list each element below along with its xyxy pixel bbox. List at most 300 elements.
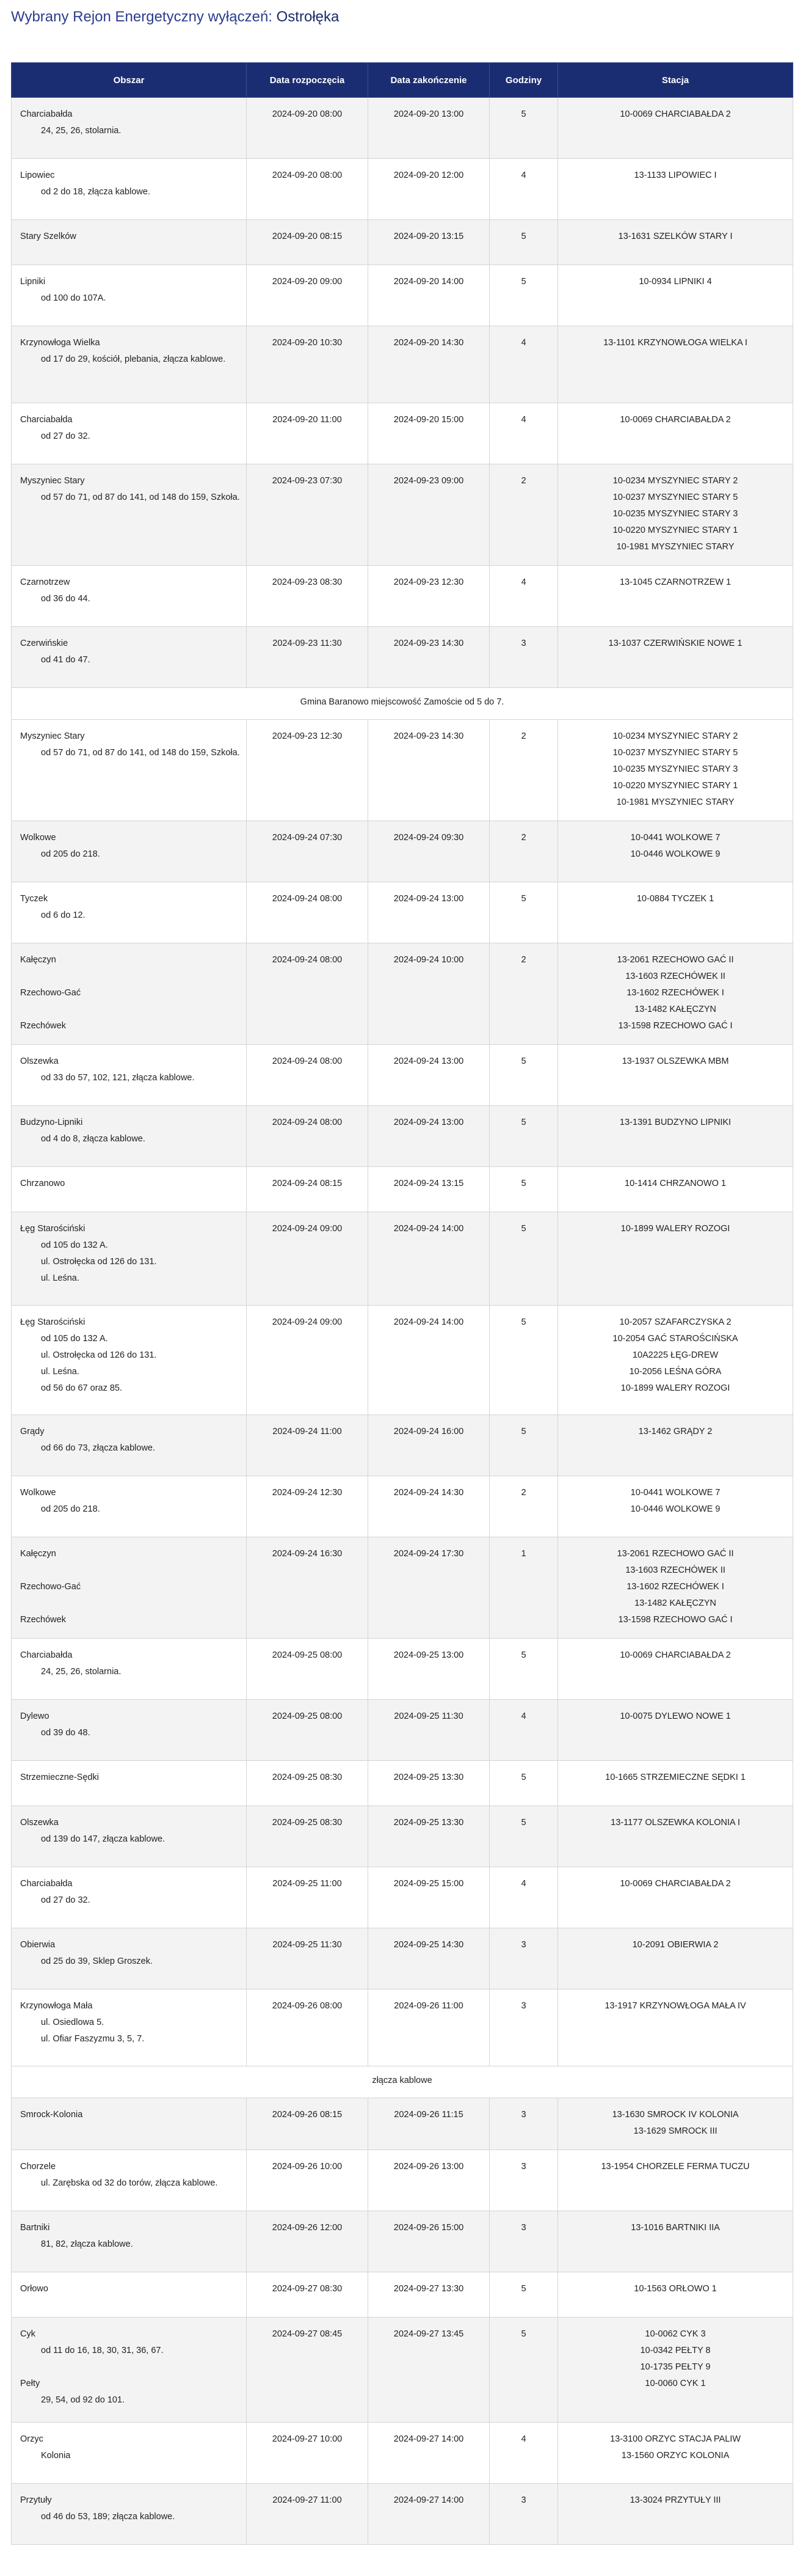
start-date-cell: 2024-09-24 08:15 — [247, 1167, 368, 1212]
area-name: Charciabałda — [20, 1650, 73, 1660]
station-name: 10-0441 WOLKOWE 7 — [630, 1488, 721, 1498]
station-name: 13-1133 LIPOWIEC I — [634, 170, 717, 180]
table-row — [12, 1212, 793, 1306]
end-date-cell: 2024-09-23 14:30 — [368, 627, 490, 688]
hours-cell: 4 — [490, 1700, 558, 1761]
area-cell — [12, 1212, 247, 1306]
area-cell — [12, 2484, 247, 2545]
area-name: Bartniki — [20, 2223, 50, 2233]
start-date-cell: 2024-09-24 08:00 — [247, 943, 368, 1045]
end-date-cell: 2024-09-24 14:00 — [368, 1212, 490, 1306]
station-name: 13-1954 CHORZELE FERMA TUCZU — [601, 2162, 750, 2172]
station-name: 13-1598 RZECHOWO GAĆ I — [618, 1615, 733, 1625]
station-name: 13-1598 RZECHOWO GAĆ I — [618, 1021, 733, 1031]
station-name: 10-1735 PEŁTY 9 — [640, 2362, 711, 2372]
table-row — [12, 326, 793, 403]
area-name: Czarnotrzew — [20, 577, 70, 587]
end-date-cell: 2024-09-25 13:00 — [368, 1639, 490, 1700]
station-cell — [558, 943, 793, 1045]
area-name: Charciabałda — [20, 109, 73, 119]
area-name: Rzechowo-Gać — [20, 988, 81, 998]
end-date-cell: 2024-09-25 15:00 — [368, 1867, 490, 1928]
table-row — [12, 720, 793, 821]
area-detail: od 6 do 12. — [41, 910, 85, 920]
end-date-cell: 2024-09-24 16:00 — [368, 1415, 490, 1476]
area-cell — [12, 2211, 247, 2272]
area-detail: od 100 do 107A. — [41, 293, 106, 303]
area-cell — [12, 1928, 247, 1989]
start-date-cell: 2024-09-27 08:45 — [247, 2318, 368, 2423]
start-date-cell: 2024-09-23 07:30 — [247, 464, 368, 566]
hours-cell: 3 — [490, 1989, 558, 2066]
area-cell — [12, 943, 247, 1045]
area-detail: od 4 do 8, złącza kablowe. — [41, 1134, 145, 1144]
area-name: Myszyniec Stary — [20, 731, 85, 741]
area-detail: od 57 do 71, od 87 do 141, od 148 do 159, Szkoła. — [41, 748, 240, 758]
area-detail: od 27 do 32. — [41, 1895, 90, 1905]
station-name: 10A2225 ŁĘG-DREW — [632, 1350, 719, 1360]
start-date-cell: 2024-09-25 11:00 — [247, 1867, 368, 1928]
station-name: 10-0237 MYSZYNIEC STARY 5 — [612, 748, 738, 758]
area-name: Pełty — [20, 2379, 40, 2388]
start-date-cell: 2024-09-24 09:00 — [247, 1306, 368, 1415]
hours-cell: 3 — [490, 1928, 558, 1989]
station-name: 10-0446 WOLKOWE 9 — [630, 849, 721, 859]
hours-cell: 4 — [490, 326, 558, 403]
station-cell — [558, 1212, 793, 1306]
area-name: Łęg Starościński — [20, 1224, 85, 1234]
end-date-cell: 2024-09-20 14:00 — [368, 265, 490, 326]
table-row — [12, 821, 793, 882]
table-row — [12, 1761, 793, 1806]
hours-cell: 5 — [490, 2318, 558, 2423]
station-cell — [558, 403, 793, 464]
area-spacer — [20, 1562, 240, 1579]
station-cell — [558, 1106, 793, 1167]
table-row — [12, 265, 793, 326]
column-header-end: Data zakończenie — [368, 63, 490, 98]
area-cell — [12, 2272, 247, 2318]
station-name: 13-1917 KRZYNOWŁOGA MAŁA IV — [605, 2001, 746, 2011]
area-cell — [12, 98, 247, 159]
area-detail: od 105 do 132 A. — [41, 1334, 108, 1344]
station-cell — [558, 265, 793, 326]
start-date-cell: 2024-09-25 08:30 — [247, 1761, 368, 1806]
area-name: Olszewka — [20, 1056, 59, 1066]
end-date-cell: 2024-09-25 13:30 — [368, 1761, 490, 1806]
area-detail: 81, 82, złącza kablowe. — [41, 2239, 133, 2249]
end-date-cell: 2024-09-24 13:00 — [368, 882, 490, 943]
area-cell — [12, 566, 247, 627]
station-cell — [558, 2150, 793, 2211]
area-cell — [12, 159, 247, 220]
station-name: 10-1899 WALERY ROZOGI — [620, 1224, 730, 1234]
station-cell — [558, 1306, 793, 1415]
start-date-cell: 2024-09-23 12:30 — [247, 720, 368, 821]
area-cell — [12, 2098, 247, 2150]
station-cell — [558, 566, 793, 627]
area-detail: od 46 do 53, 189; złącza kablowe. — [41, 2512, 175, 2522]
column-header-hours: Godziny — [490, 63, 558, 98]
end-date-cell: 2024-09-24 14:00 — [368, 1306, 490, 1415]
hours-cell: 1 — [490, 1537, 558, 1639]
end-date-cell: 2024-09-24 09:30 — [368, 821, 490, 882]
area-name: Rzechówek — [20, 1021, 66, 1031]
area-detail: 29, 54, od 92 do 101. — [41, 2395, 125, 2405]
end-date-cell: 2024-09-25 14:30 — [368, 1928, 490, 1989]
station-name: 10-0235 MYSZYNIEC STARY 3 — [612, 509, 738, 519]
table-row — [12, 1806, 793, 1867]
start-date-cell: 2024-09-23 11:30 — [247, 627, 368, 688]
area-detail: ul. Ostrołęcka od 126 do 131. — [41, 1350, 157, 1360]
station-name: 13-1602 RZECHÓWEK I — [627, 988, 724, 998]
station-name: 10-0235 MYSZYNIEC STARY 3 — [612, 764, 738, 774]
station-cell — [558, 627, 793, 688]
start-date-cell: 2024-09-24 08:00 — [247, 1045, 368, 1106]
table-row — [12, 220, 793, 265]
area-name: Charciabałda — [20, 415, 73, 425]
area-name: Lipniki — [20, 277, 46, 287]
table-row — [12, 2272, 793, 2318]
area-name: Krzynowłoga Mała — [20, 2001, 93, 2011]
station-name: 13-1391 BUDZYNO LIPNIKI — [619, 1118, 732, 1127]
start-date-cell: 2024-09-24 08:00 — [247, 1106, 368, 1167]
table-row — [12, 1700, 793, 1761]
end-date-cell: 2024-09-24 13:00 — [368, 1045, 490, 1106]
area-name: Przytuły — [20, 2495, 52, 2505]
hours-cell: 2 — [490, 1476, 558, 1537]
area-detail: ul. Ofiar Faszyzmu 3, 5, 7. — [41, 2034, 145, 2044]
station-name: 13-1037 CZERWIŃSKIE NOWE 1 — [608, 639, 743, 648]
end-date-cell: 2024-09-27 13:30 — [368, 2272, 490, 2318]
station-name: 10-1899 WALERY ROZOGI — [620, 1383, 730, 1393]
area-cell — [12, 1537, 247, 1639]
area-detail: ul. Leśna. — [41, 1273, 79, 1283]
station-name: 10-0069 CHARCIABAŁDA 2 — [620, 1650, 731, 1660]
area-detail: ul. Leśna. — [41, 1367, 79, 1377]
table-row — [12, 1989, 793, 2066]
station-name: 13-1045 CZARNOTRZEW 1 — [619, 577, 732, 587]
start-date-cell: 2024-09-27 11:00 — [247, 2484, 368, 2545]
area-cell — [12, 1106, 247, 1167]
station-name: 10-2091 OBIERWIA 2 — [632, 1940, 719, 1950]
end-date-cell: 2024-09-27 14:00 — [368, 2484, 490, 2545]
end-date-cell: 2024-09-26 15:00 — [368, 2211, 490, 2272]
table-row — [12, 1639, 793, 1700]
station-name: 10-0441 WOLKOWE 7 — [630, 833, 721, 843]
start-date-cell: 2024-09-24 07:30 — [247, 821, 368, 882]
area-detail: od 66 do 73, złącza kablowe. — [41, 1443, 156, 1453]
station-name: 10-0342 PEŁTY 8 — [640, 2346, 711, 2355]
area-cell — [12, 1806, 247, 1867]
end-date-cell: 2024-09-27 14:00 — [368, 2423, 490, 2484]
hours-cell: 2 — [490, 464, 558, 566]
table-row — [12, 464, 793, 566]
table-row — [12, 2318, 793, 2423]
station-name: 10-1563 ORŁOWO 1 — [634, 2284, 717, 2294]
region-name: Ostrołęka — [276, 9, 340, 25]
start-date-cell: 2024-09-20 11:00 — [247, 403, 368, 464]
area-spacer — [20, 2359, 240, 2376]
area-detail: od 205 do 218. — [41, 849, 100, 859]
station-name: 13-1602 RZECHÓWEK I — [627, 1582, 724, 1592]
end-date-cell: 2024-09-20 14:30 — [368, 326, 490, 403]
area-detail: od 11 do 16, 18, 30, 31, 36, 67. — [41, 2346, 164, 2355]
hours-cell: 5 — [490, 1415, 558, 1476]
area-cell — [12, 2150, 247, 2211]
station-cell — [558, 464, 793, 566]
start-date-cell: 2024-09-20 08:00 — [247, 98, 368, 159]
area-detail: Kolonia — [41, 2451, 71, 2461]
hours-cell: 4 — [490, 2423, 558, 2484]
area-spacer — [20, 1595, 240, 1612]
area-name: Kałęczyn — [20, 1549, 56, 1559]
station-cell — [558, 2272, 793, 2318]
station-cell — [558, 1928, 793, 1989]
hours-cell: 5 — [490, 1045, 558, 1106]
area-name: Kałęczyn — [20, 955, 56, 965]
station-cell — [558, 1989, 793, 2066]
station-name: 10-2056 LEŚNA GÓRA — [629, 1367, 722, 1377]
end-date-cell: 2024-09-26 11:00 — [368, 1989, 490, 2066]
table-row — [12, 1867, 793, 1928]
table-row — [12, 1306, 793, 1415]
hours-cell: 5 — [490, 882, 558, 943]
station-name: 10-0062 CYK 3 — [645, 2329, 706, 2339]
station-name: 10-1414 CHRZANOWO 1 — [625, 1179, 726, 1188]
station-cell — [558, 1761, 793, 1806]
station-cell — [558, 159, 793, 220]
area-name: Charciabałda — [20, 1879, 73, 1889]
station-cell — [558, 1700, 793, 1761]
station-name: 13-1631 SZELKÓW STARY I — [618, 232, 733, 241]
area-name: Orzyc — [20, 2434, 43, 2444]
end-date-cell: 2024-09-23 14:30 — [368, 720, 490, 821]
station-cell — [558, 2098, 793, 2150]
page-title-prefix: Wybrany Rejon Energetyczny wyłączeń: — [11, 9, 272, 25]
end-date-cell: 2024-09-25 13:30 — [368, 1806, 490, 1867]
area-name: Chrzanowo — [20, 1179, 65, 1188]
outage-table — [11, 62, 793, 2545]
station-cell — [558, 1867, 793, 1928]
station-cell — [558, 98, 793, 159]
area-detail: 24, 25, 26, stolarnia. — [41, 126, 122, 136]
column-header-station: Stacja — [558, 63, 793, 98]
area-name: Olszewka — [20, 1818, 59, 1828]
table-row — [12, 566, 793, 627]
area-name: Lipowiec — [20, 170, 55, 180]
area-cell — [12, 1306, 247, 1415]
station-name: 10-0884 TYCZEK 1 — [636, 894, 714, 904]
station-name: 13-1482 KAŁĘCZYN — [634, 1598, 716, 1608]
end-date-cell: 2024-09-24 13:15 — [368, 1167, 490, 1212]
station-name: 13-1482 KAŁĘCZYN — [634, 1004, 716, 1014]
area-detail: od 25 do 39, Sklep Groszek. — [41, 1956, 153, 1966]
area-name: Budzyno-Lipniki — [20, 1118, 83, 1127]
station-cell — [558, 2211, 793, 2272]
hours-cell: 4 — [490, 159, 558, 220]
area-name: Krzynowłoga Wielka — [20, 338, 100, 348]
area-cell — [12, 1700, 247, 1761]
station-name: 13-1560 ORZYC KOLONIA — [621, 2451, 730, 2461]
table-row — [12, 1106, 793, 1167]
area-name: Chorzele — [20, 2162, 56, 2172]
table-note-row — [12, 2066, 793, 2098]
station-name: 10-0234 MYSZYNIEC STARY 2 — [612, 476, 738, 486]
area-cell — [12, 1761, 247, 1806]
area-cell — [12, 464, 247, 566]
area-detail: od 33 do 57, 102, 121, złącza kablowe. — [41, 1073, 195, 1083]
end-date-cell: 2024-09-24 17:30 — [368, 1537, 490, 1639]
end-date-cell: 2024-09-26 13:00 — [368, 2150, 490, 2211]
hours-cell: 5 — [490, 220, 558, 265]
area-detail: od 41 do 47. — [41, 655, 90, 665]
start-date-cell: 2024-09-24 08:00 — [247, 882, 368, 943]
station-name: 10-0060 CYK 1 — [645, 2379, 706, 2388]
table-row — [12, 627, 793, 688]
hours-cell: 5 — [490, 98, 558, 159]
station-name: 10-2057 SZAFARCZYSKA 2 — [619, 1317, 732, 1327]
station-name: 10-0934 LIPNIKI 4 — [639, 277, 712, 287]
table-row — [12, 882, 793, 943]
hours-cell: 4 — [490, 403, 558, 464]
area-detail: od 2 do 18, złącza kablowe. — [41, 187, 150, 197]
hours-cell: 2 — [490, 821, 558, 882]
area-cell — [12, 882, 247, 943]
area-cell — [12, 1476, 247, 1537]
area-name: Orłowo — [20, 2284, 48, 2294]
hours-cell: 4 — [490, 566, 558, 627]
note-text: Gmina Baranowo miejscowość Zamoście od 5 do 7. — [12, 688, 793, 720]
area-detail: ul. Osiedlowa 5. — [41, 2018, 104, 2027]
area-detail: ul. Ostrołęcka od 126 do 131. — [41, 1257, 157, 1267]
station-name: 13-1177 OLSZEWKA KOLONIA I — [611, 1818, 740, 1828]
station-cell — [558, 882, 793, 943]
end-date-cell: 2024-09-23 09:00 — [368, 464, 490, 566]
start-date-cell: 2024-09-26 08:15 — [247, 2098, 368, 2150]
area-detail: od 27 do 32. — [41, 431, 90, 441]
station-cell — [558, 1639, 793, 1700]
table-header — [12, 63, 793, 98]
area-name: Dylewo — [20, 1711, 49, 1721]
area-detail: od 205 do 218. — [41, 1504, 100, 1514]
table-row — [12, 1928, 793, 1989]
station-name: 13-1603 RZECHÓWEK II — [625, 971, 725, 981]
table-row — [12, 1045, 793, 1106]
area-name: Czerwińskie — [20, 639, 68, 648]
station-name: 13-1629 SMROCK III — [633, 2126, 718, 2136]
station-cell — [558, 1045, 793, 1106]
station-name: 13-1937 OLSZEWKA MBM — [622, 1056, 729, 1066]
end-date-cell: 2024-09-20 13:00 — [368, 98, 490, 159]
area-detail: od 36 do 44. — [41, 594, 90, 604]
area-spacer — [20, 968, 240, 985]
hours-cell: 5 — [490, 1167, 558, 1212]
area-cell — [12, 627, 247, 688]
area-name: Smrock-Kolonia — [20, 2110, 83, 2120]
station-name: 13-1462 GRĄDY 2 — [638, 1427, 713, 1436]
area-detail: od 56 do 67 oraz 85. — [41, 1383, 123, 1393]
area-cell — [12, 403, 247, 464]
hours-cell: 3 — [490, 627, 558, 688]
area-cell — [12, 265, 247, 326]
table-row — [12, 2098, 793, 2150]
start-date-cell: 2024-09-23 08:30 — [247, 566, 368, 627]
hours-cell: 2 — [490, 720, 558, 821]
area-name: Myszyniec Stary — [20, 476, 85, 486]
table-row — [12, 2484, 793, 2545]
station-name: 10-0234 MYSZYNIEC STARY 2 — [612, 731, 738, 741]
area-name: Tyczek — [20, 894, 48, 904]
column-header-start: Data rozpoczęcia — [247, 63, 368, 98]
station-cell — [558, 326, 793, 403]
station-name: 10-0069 CHARCIABAŁDA 2 — [620, 415, 731, 425]
start-date-cell: 2024-09-20 08:00 — [247, 159, 368, 220]
table-row — [12, 1167, 793, 1212]
hours-cell: 5 — [490, 1212, 558, 1306]
hours-cell: 3 — [490, 2211, 558, 2272]
start-date-cell: 2024-09-20 08:15 — [247, 220, 368, 265]
table-row — [12, 1415, 793, 1476]
end-date-cell: 2024-09-24 13:00 — [368, 1106, 490, 1167]
station-cell — [558, 2484, 793, 2545]
hours-cell: 5 — [490, 1761, 558, 1806]
hours-cell: 2 — [490, 943, 558, 1045]
station-name: 13-3024 PRZYTUŁY III — [630, 2495, 721, 2505]
station-cell — [558, 2423, 793, 2484]
area-name: Rzechowo-Gać — [20, 1582, 81, 1592]
area-detail: od 139 do 147, złącza kablowe. — [41, 1834, 165, 1844]
end-date-cell: 2024-09-24 14:30 — [368, 1476, 490, 1537]
station-name: 13-1630 SMROCK IV KOLONIA — [612, 2110, 739, 2120]
start-date-cell: 2024-09-26 12:00 — [247, 2211, 368, 2272]
table-body — [12, 98, 793, 2545]
area-cell — [12, 720, 247, 821]
end-date-cell: 2024-09-20 12:00 — [368, 159, 490, 220]
end-date-cell: 2024-09-20 13:15 — [368, 220, 490, 265]
station-cell — [558, 1537, 793, 1639]
area-name: Wolkowe — [20, 1488, 56, 1498]
note-text: złącza kablowe — [12, 2066, 793, 2098]
hours-cell: 3 — [490, 2098, 558, 2150]
start-date-cell: 2024-09-24 16:30 — [247, 1537, 368, 1639]
area-detail: 24, 25, 26, stolarnia. — [41, 1667, 122, 1677]
start-date-cell: 2024-09-25 08:30 — [247, 1806, 368, 1867]
table-note-row — [12, 688, 793, 720]
hours-cell: 5 — [490, 2272, 558, 2318]
area-cell — [12, 1167, 247, 1212]
station-name: 13-1016 BARTNIKI IIA — [631, 2223, 720, 2233]
start-date-cell: 2024-09-25 08:00 — [247, 1639, 368, 1700]
area-cell — [12, 326, 247, 403]
table-row — [12, 1537, 793, 1639]
end-date-cell: 2024-09-24 10:00 — [368, 943, 490, 1045]
area-detail: od 105 do 132 A. — [41, 1240, 108, 1250]
station-cell — [558, 1167, 793, 1212]
hours-cell: 5 — [490, 1639, 558, 1700]
end-date-cell: 2024-09-23 12:30 — [368, 566, 490, 627]
station-cell — [558, 821, 793, 882]
area-name: Rzechówek — [20, 1615, 66, 1625]
station-name: 10-1981 MYSZYNIEC STARY — [616, 542, 735, 552]
start-date-cell: 2024-09-26 08:00 — [247, 1989, 368, 2066]
page-title — [11, 9, 792, 26]
area-spacer — [20, 1001, 240, 1018]
area-cell — [12, 220, 247, 265]
station-name: 10-0446 WOLKOWE 9 — [630, 1504, 721, 1514]
area-name: Grądy — [20, 1427, 45, 1436]
station-cell — [558, 1476, 793, 1537]
